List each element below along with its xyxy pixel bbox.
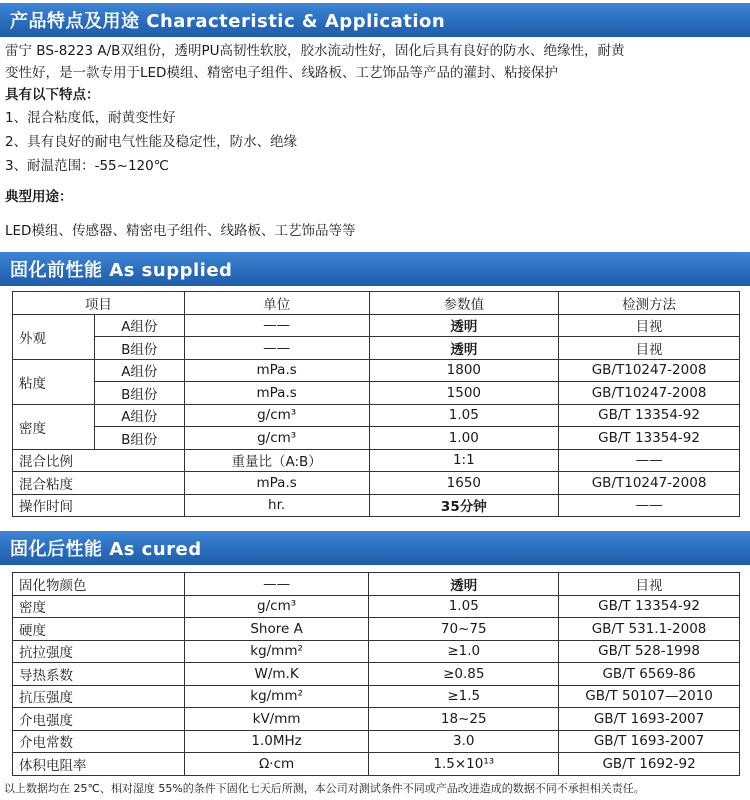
component-label: B组份 bbox=[94, 337, 184, 360]
unit-cell: —— bbox=[184, 337, 369, 360]
method-cell: GB/T 528-1998 bbox=[559, 640, 740, 663]
value-cell: 1.00 bbox=[369, 427, 559, 450]
uses-text: LED模组、传感器、精密电子组件、线路板、工艺饰品等等 bbox=[5, 223, 356, 239]
row-label: 硬度 bbox=[13, 618, 185, 641]
section-title: 固化前性能 As supplied bbox=[10, 260, 233, 281]
row-label: 抗拉强度 bbox=[13, 640, 185, 663]
value-cell: ≥0.85 bbox=[369, 663, 559, 686]
table-row bbox=[13, 472, 740, 495]
method-cell: —— bbox=[559, 449, 740, 472]
header-cell: 参数值 bbox=[369, 292, 559, 315]
value-cell: 1800 bbox=[369, 359, 559, 382]
section-header-as-supplied bbox=[0, 252, 750, 286]
component-label: A组份 bbox=[94, 359, 184, 382]
component-label: B组份 bbox=[94, 382, 184, 405]
method-cell: GB/T 13354-92 bbox=[559, 595, 740, 618]
table-header-row bbox=[13, 292, 740, 315]
table-row bbox=[13, 708, 740, 731]
component-label: B组份 bbox=[94, 427, 184, 450]
row-label: 介电常数 bbox=[13, 730, 185, 753]
method-cell: GB/T 6569-86 bbox=[559, 663, 740, 686]
row-label: 介电强度 bbox=[13, 708, 185, 731]
unit-cell: g/cm³ bbox=[184, 595, 369, 618]
value-cell: 1.05 bbox=[369, 404, 559, 427]
table-row bbox=[13, 595, 740, 618]
table-row bbox=[13, 640, 740, 663]
section-title: 产品特点及用途 Characteristic & Application bbox=[10, 11, 446, 32]
section-title: 固化后性能 As cured bbox=[10, 539, 202, 560]
unit-cell: Ω·cm bbox=[184, 753, 369, 776]
as-supplied-table bbox=[12, 291, 740, 517]
value-cell: ≥1.5 bbox=[369, 685, 559, 708]
features-heading: 具有以下特点： bbox=[5, 87, 100, 103]
method-cell: 目视 bbox=[559, 573, 740, 596]
value-cell: 3.0 bbox=[369, 730, 559, 753]
method-cell: GB/T 13354-92 bbox=[559, 427, 740, 450]
unit-cell: W/m.K bbox=[184, 663, 369, 686]
as-cured-table bbox=[12, 572, 740, 776]
table-row bbox=[13, 359, 740, 382]
unit-cell: mPa.s bbox=[184, 359, 369, 382]
row-label: 混合粘度 bbox=[13, 472, 185, 495]
uses-heading: 典型用途： bbox=[5, 189, 73, 205]
description-line-2: 变性好，是一款专用于LED模组、精密电子组件、线路板、工艺饰品等产品的灌封、粘接保护 bbox=[5, 65, 558, 81]
feature-item: 1、混合粘度低，耐黄变性好 bbox=[5, 110, 176, 126]
component-label: A组份 bbox=[94, 404, 184, 427]
method-cell: GB/T 1692-92 bbox=[559, 753, 740, 776]
table-row bbox=[13, 730, 740, 753]
component-label: A组份 bbox=[94, 314, 184, 337]
method-cell: GB/T 1693-2007 bbox=[559, 730, 740, 753]
method-cell: GB/T10247-2008 bbox=[559, 382, 740, 405]
row-label: 粘度 bbox=[13, 359, 95, 404]
table-row bbox=[13, 337, 740, 360]
row-label: 操作时间 bbox=[13, 494, 185, 517]
unit-cell: kV/mm bbox=[184, 708, 369, 731]
product-intro bbox=[5, 40, 745, 242]
header-cell: 单位 bbox=[184, 292, 369, 315]
table-row bbox=[13, 573, 740, 596]
table-row bbox=[13, 753, 740, 776]
footnote: 以上数据均在 25℃、相对湿度 55%的条件下固化七天后所测，本公司对测试条件不同或产品改进造成的数据不同不承担相关责任。 bbox=[4, 782, 645, 795]
unit-cell: —— bbox=[184, 314, 369, 337]
description-line-1: 雷宁 BS-8223 A/B双组份，透明PU高韧性软胶，胶水流动性好，固化后具有良好的防水、绝缘性，耐黄 bbox=[5, 43, 625, 59]
row-label: 密度 bbox=[13, 404, 95, 449]
value-cell: 1500 bbox=[369, 382, 559, 405]
header-cell: 检测方法 bbox=[559, 292, 740, 315]
unit-cell: Shore A bbox=[184, 618, 369, 641]
unit-cell: mPa.s bbox=[184, 472, 369, 495]
unit-cell: kg/mm² bbox=[184, 685, 369, 708]
row-label: 外观 bbox=[13, 314, 95, 359]
method-cell: GB/T 13354-92 bbox=[559, 404, 740, 427]
row-label: 密度 bbox=[13, 595, 185, 618]
row-label: 混合比例 bbox=[13, 449, 185, 472]
table-row bbox=[13, 404, 740, 427]
table-row bbox=[13, 685, 740, 708]
value-cell: 18~25 bbox=[369, 708, 559, 731]
method-cell: 目视 bbox=[559, 314, 740, 337]
unit-cell: 重量比（A:B） bbox=[184, 449, 369, 472]
value-cell: 透明 bbox=[369, 573, 559, 596]
value-cell: 1.5×10¹³ bbox=[369, 753, 559, 776]
value-cell: 70~75 bbox=[369, 618, 559, 641]
row-label: 固化物颜色 bbox=[13, 573, 185, 596]
section-header-characteristics bbox=[0, 3, 750, 37]
value-cell: 1.05 bbox=[369, 595, 559, 618]
row-label: 抗压强度 bbox=[13, 685, 185, 708]
method-cell: GB/T 50107—2010 bbox=[559, 685, 740, 708]
section-header-as-cured bbox=[0, 531, 750, 565]
row-label: 体积电阻率 bbox=[13, 753, 185, 776]
table-row bbox=[13, 427, 740, 450]
unit-cell: g/cm³ bbox=[184, 427, 369, 450]
unit-cell: —— bbox=[184, 573, 369, 596]
table-row bbox=[13, 494, 740, 517]
method-cell: GB/T 1693-2007 bbox=[559, 708, 740, 731]
unit-cell: kg/mm² bbox=[184, 640, 369, 663]
value-cell: 透明 bbox=[369, 314, 559, 337]
method-cell: 目视 bbox=[559, 337, 740, 360]
table-row bbox=[13, 663, 740, 686]
table-row bbox=[13, 314, 740, 337]
value-cell: ≥1.0 bbox=[369, 640, 559, 663]
table-row bbox=[13, 449, 740, 472]
method-cell: GB/T10247-2008 bbox=[559, 472, 740, 495]
value-cell: 透明 bbox=[369, 337, 559, 360]
feature-item: 2、具有良好的耐电气性能及稳定性，防水、绝缘 bbox=[5, 134, 298, 150]
method-cell: GB/T 531.1-2008 bbox=[559, 618, 740, 641]
table-row bbox=[13, 618, 740, 641]
header-cell: 项目 bbox=[13, 292, 185, 315]
row-label: 导热系数 bbox=[13, 663, 185, 686]
method-cell: —— bbox=[559, 494, 740, 517]
unit-cell: g/cm³ bbox=[184, 404, 369, 427]
unit-cell: 1.0MHz bbox=[184, 730, 369, 753]
table-row bbox=[13, 382, 740, 405]
feature-item: 3、耐温范围：-55~120℃ bbox=[5, 158, 169, 174]
value-cell: 1:1 bbox=[369, 449, 559, 472]
method-cell: GB/T10247-2008 bbox=[559, 359, 740, 382]
unit-cell: mPa.s bbox=[184, 382, 369, 405]
value-cell: 35分钟 bbox=[369, 494, 559, 517]
unit-cell: hr. bbox=[184, 494, 369, 517]
value-cell: 1650 bbox=[369, 472, 559, 495]
